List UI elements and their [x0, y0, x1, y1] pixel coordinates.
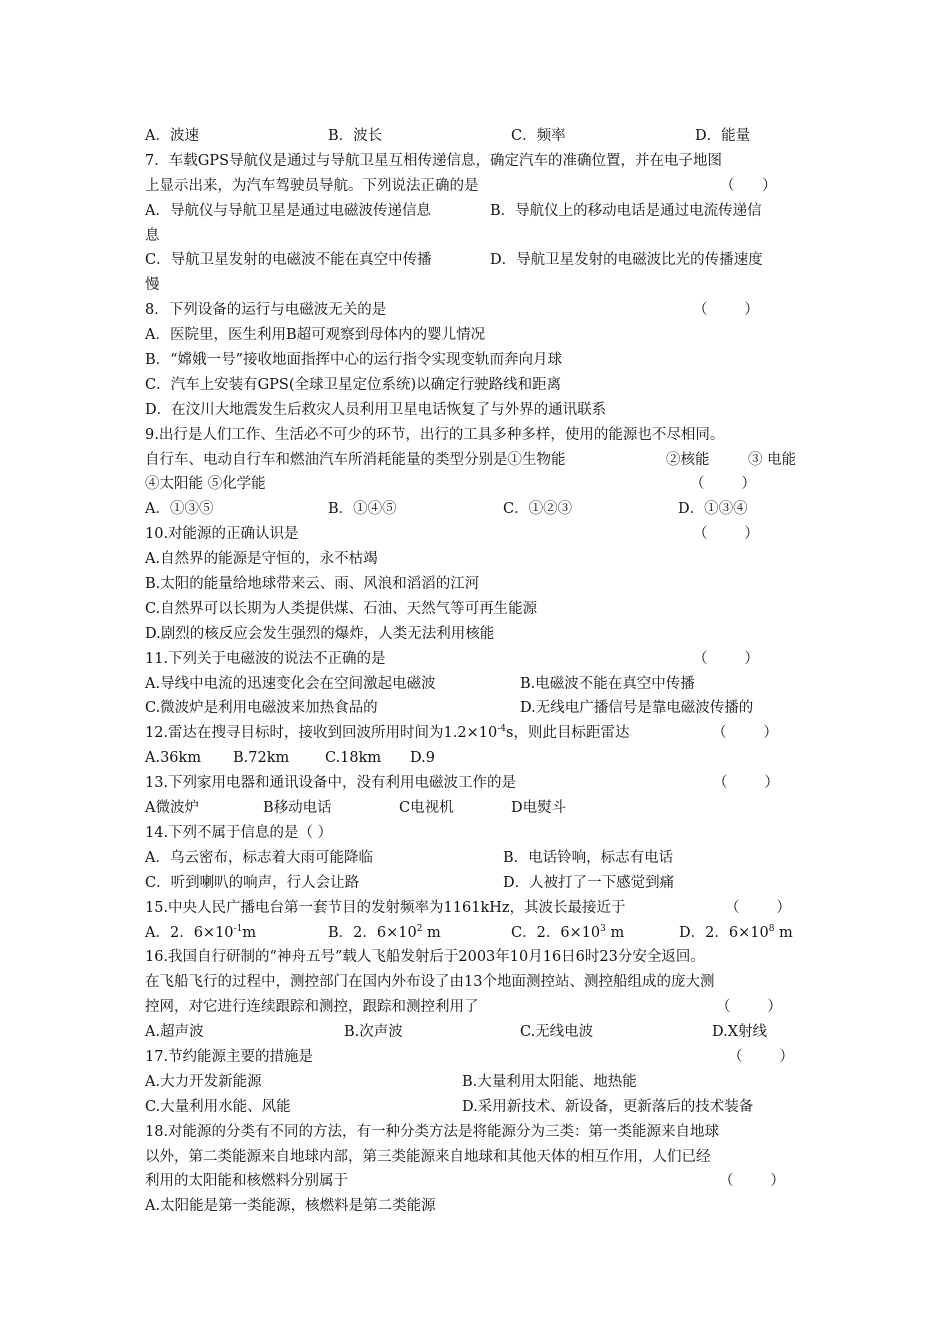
q7-option-b[interactable]: B．导航仪上的移动电话是通过电流传递信 — [490, 202, 762, 219]
q16-option-a[interactable]: A.超声波 — [145, 1024, 204, 1041]
q12-option-b[interactable]: B.72km — [233, 750, 290, 767]
q8-option-c[interactable]: C．汽车上安装有GPS(全球卫星定位系统)以确定行驶路线和距离 — [145, 376, 562, 393]
q17-options-cd — [145, 1095, 810, 1120]
q17-stem-line — [145, 1045, 810, 1070]
q10-option-b[interactable]: B.太阳的能量给地球带来云、雨、风浪和滔滔的江河 — [145, 576, 480, 593]
q14-options-ab — [145, 846, 810, 871]
q10-option-d[interactable]: D.剧烈的核反应会发生强烈的爆炸，人类无法利用核能 — [145, 625, 495, 642]
q16-answer-blank[interactable]: （ ） — [716, 999, 782, 1016]
q15-option-c[interactable]: C．2．$6\times 10^3$ m — [511, 923, 625, 941]
q7-option-d[interactable]: D．导航卫星发射的电磁波比光的传播速度 — [490, 252, 763, 269]
q15-option-d[interactable]: D．2．$6\times 10^8$ m — [679, 923, 793, 941]
q10-option-c[interactable]: C.自然界可以长期为人类提供煤、石油、天然气等可再生能源 — [145, 600, 538, 617]
q13-stem-line — [145, 771, 810, 796]
q17-option-d[interactable]: D.采用新技术、新设备，更新落后的技术装备 — [462, 1098, 754, 1115]
q9-answer-blank[interactable]: （ ） — [690, 476, 756, 493]
q12-answer-blank[interactable]: （ ） — [712, 725, 778, 742]
q11-option-d[interactable]: D.无线电广播信号是靠电磁波传播的 — [520, 700, 754, 717]
q11-stem: 11.下列关于电磁波的说法不正确的是 — [145, 650, 386, 667]
q17-answer-blank[interactable]: （ ） — [728, 1048, 794, 1065]
q7-options-ab — [145, 199, 810, 224]
q9-stem-line2: 自行车、电动自行车和燃油汽车所消耗能量的类型分别是①生物能 ②核能 ③ 电能 — [145, 451, 797, 468]
q14-options-cd — [145, 871, 810, 896]
q8-stem: 8．下列设备的运行与电磁波无关的是 — [145, 302, 387, 319]
q13-stem: 13.下列家用电器和通讯设备中，没有利用电磁波工作的是 — [145, 775, 517, 792]
q6-option-b[interactable]: B．波长 — [328, 128, 383, 144]
q16-option-b[interactable]: B.次声波 — [344, 1024, 403, 1041]
q15-option-a[interactable]: A．2．$6\times 10^{-1}m$ — [145, 923, 257, 941]
q7-options-cd — [145, 248, 810, 273]
q15-stem-line — [145, 896, 810, 921]
q12-option-a[interactable]: A.36km — [145, 750, 202, 767]
q18-stem-line1: 18.对能源的分类有不同的方法，有一种分类方法是将能源分为三类：第一类能源来自地球 — [145, 1123, 720, 1140]
q18-answer-blank[interactable]: （ ） — [719, 1173, 785, 1190]
q10-option-a[interactable]: A.自然界的能源是守恒的，永不枯竭 — [145, 551, 378, 568]
q9-option-c[interactable]: C．①②③ — [503, 501, 573, 518]
q7-stem: 上显示出来，为汽车驾驶员导航。下列说法正确的是 — [145, 177, 479, 194]
q6-options — [145, 124, 810, 149]
q18-option-a[interactable]: A.太阳能是第一类能源，核燃料是第二类能源 — [145, 1198, 436, 1215]
q11-option-b[interactable]: B.电磁波不能在真空中传播 — [520, 675, 695, 692]
q13-option-c[interactable]: C电视机 — [399, 800, 454, 817]
q15-option-b[interactable]: B．2．$6\times 10^2$ m — [328, 923, 441, 941]
q17-stem: 17.节约能源主要的措施是 — [145, 1048, 314, 1065]
q13-answer-blank[interactable]: （ ） — [713, 775, 779, 792]
q16-options — [145, 1020, 810, 1045]
q9-option-b[interactable]: B．①④⑤ — [328, 501, 397, 518]
q12-option-c[interactable]: C.18km — [325, 750, 382, 767]
q15-answer-blank[interactable]: （ ） — [725, 899, 791, 916]
q11-options-ab — [145, 672, 810, 697]
q13-option-a[interactable]: A微波炉 — [145, 800, 199, 817]
q6-option-a[interactable]: A．波速 — [145, 128, 199, 144]
q17-option-c[interactable]: C.大量利用水能、风能 — [145, 1098, 291, 1115]
q10-answer-blank[interactable]: （ ） — [693, 526, 759, 543]
exam-page — [145, 124, 810, 1219]
q11-option-c[interactable]: C.微波炉是利用电磁波来加热食品的 — [145, 700, 378, 717]
q8-option-b[interactable]: B．“嫦娥一号”接收地面指挥中心的运行指令实现变轨而奔向月球 — [145, 352, 562, 369]
q13-options — [145, 796, 810, 821]
q13-option-b[interactable]: B移动电话 — [263, 800, 332, 817]
q11-options-cd — [145, 696, 810, 721]
q11-stem-line — [145, 647, 810, 672]
q8-stem-line — [145, 298, 810, 323]
q14-option-a[interactable]: A．乌云密布，标志着大雨可能降临 — [145, 849, 373, 866]
q10-stem-line — [145, 522, 810, 547]
q17-option-a[interactable]: A.大力开发新能源 — [145, 1073, 262, 1090]
q7-option-b-wrap: 息 — [145, 227, 160, 244]
q14-option-c[interactable]: C．听到喇叭的响声，行人会让路 — [145, 874, 360, 891]
q15-options — [145, 921, 810, 946]
q12-options — [145, 746, 810, 771]
q16-stem-line2: 在飞船飞行的过程中，测控部门在国内外布设了由13个地面测控站、测控船组成的庞大测 — [145, 974, 715, 991]
q7-answer-blank[interactable]: （ ） — [720, 177, 777, 194]
q16-stem-line1: 16.我国自行研制的“神舟五号”载人飞船发射后于2003年10月16日6时23分安全返回。 — [145, 949, 705, 966]
q8-answer-blank[interactable]: （ ） — [693, 302, 759, 319]
q7-option-a[interactable]: A．导航仪与导航卫星是通过电磁波传递信息 — [145, 202, 431, 219]
q14-option-b[interactable]: B．电话铃响，标志有电话 — [503, 849, 674, 866]
q9-options — [145, 497, 810, 522]
q7-stem-line1: 7．车载GPS导航仪是通过与导航卫星互相传递信息，确定汽车的准确位置，并在电子地图 — [145, 152, 722, 169]
q8-option-a[interactable]: A．医院里，医生利用B超可观察到母体内的婴儿情况 — [145, 327, 486, 344]
q13-option-d[interactable]: D电熨斗 — [511, 800, 567, 817]
q17-option-b[interactable]: B.大量利用太阳能、地热能 — [462, 1073, 637, 1090]
q7-option-c[interactable]: C．导航卫星发射的电磁波不能在真空中传播 — [145, 252, 432, 269]
q8-option-d[interactable]: D．在汶川大地震发生后救灾人员利用卫星电话恢复了与外界的通讯联系 — [145, 401, 607, 418]
q12-stem-line — [145, 721, 810, 746]
q6-option-d[interactable]: D．能量 — [695, 128, 751, 144]
q16-option-d[interactable]: D.X射线 — [712, 1024, 768, 1041]
q11-option-a[interactable]: A.导线中电流的迅速变化会在空间激起电磁波 — [145, 675, 436, 692]
q14-stem: 14.下列不属于信息的是（ ） — [145, 824, 333, 841]
q15-stem: 15.中央人民广播电台第一套节目的发射频率为1161kHz，其波长最接近于 — [145, 899, 626, 916]
q6-option-c[interactable]: C．频率 — [511, 128, 566, 144]
q17-options-ab — [145, 1070, 810, 1095]
q18-stem-line2: 以外，第二类能源来自地球内部，第三类能源来自地球和其他天体的相互作用，人们已经 — [145, 1148, 711, 1165]
q7-option-d-wrap: 慢 — [145, 277, 160, 294]
q16-option-c[interactable]: C.无线电波 — [520, 1024, 594, 1041]
q16-stem-line3: 控网，对它进行连续跟踪和测控，跟踪和测控利用了 （ ） — [145, 995, 810, 1020]
q9-option-a[interactable]: A．①③⑤ — [145, 501, 214, 518]
q9-stem-line3: ④太阳能 ⑤化学能 （ ） — [145, 472, 810, 497]
q10-stem: 10.对能源的正确认识是 — [145, 526, 299, 543]
q18-stem-line3: 利用的太阳能和核燃料分别属于 （ ） — [145, 1169, 810, 1194]
q7-stem-line2 — [145, 174, 810, 199]
q14-stem-line — [145, 821, 810, 846]
q11-answer-blank[interactable]: （ ） — [693, 650, 759, 667]
q14-option-d[interactable]: D．人被打了一下感觉到痛 — [503, 874, 675, 891]
q12-option-d[interactable]: D.9 — [410, 750, 435, 767]
q12-stem: 12.雷达在搜寻目标时，接收到回波所用时间为$1.2\times 10^{-4}s$，则此目标距雷达 — [145, 724, 630, 742]
q9-stem-line1: 9.出行是人们工作、生活必不可少的环节，出行的工具多种多样，使用的能源也不尽相同。 — [145, 426, 725, 443]
q9-option-d[interactable]: D．①③④ — [678, 501, 748, 518]
